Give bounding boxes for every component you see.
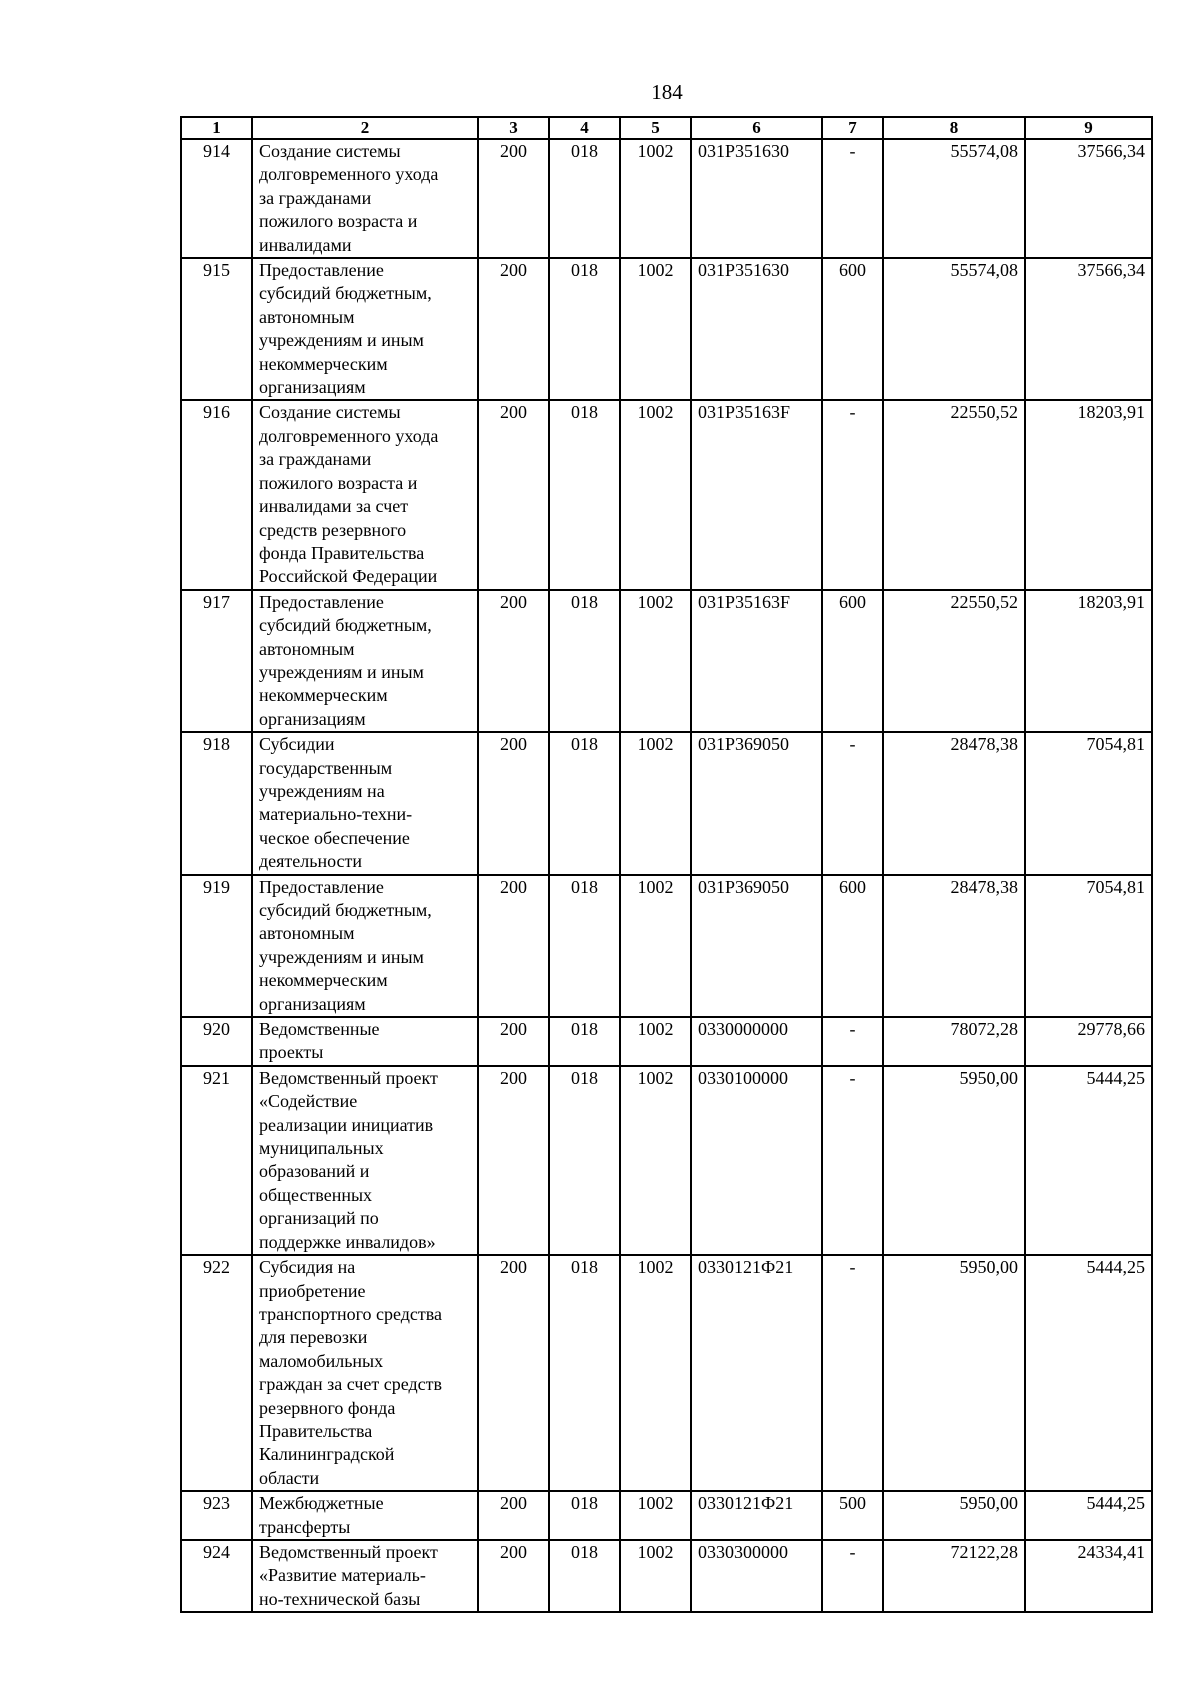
code-column-5: 1002 bbox=[620, 400, 691, 589]
code-column-6: 031P351630 bbox=[691, 139, 822, 258]
code-column-5: 1002 bbox=[620, 1255, 691, 1491]
code-column-4: 018 bbox=[549, 1255, 620, 1491]
code-column-5: 1002 bbox=[620, 732, 691, 874]
code-column-5: 1002 bbox=[620, 1017, 691, 1066]
row-number: 920 bbox=[181, 1017, 252, 1066]
amount-column-8: 5950,00 bbox=[883, 1066, 1025, 1255]
column-header: 9 bbox=[1025, 117, 1152, 139]
table-row bbox=[181, 1255, 1152, 1491]
code-column-6: 0330121Ф21 bbox=[691, 1255, 822, 1491]
table-row bbox=[181, 1017, 1152, 1066]
code-column-4: 018 bbox=[549, 1066, 620, 1255]
table-header-row bbox=[181, 117, 1152, 139]
code-column-4: 018 bbox=[549, 1491, 620, 1540]
amount-column-9: 18203,91 bbox=[1025, 590, 1152, 732]
item-name bbox=[252, 1491, 478, 1540]
amount-column-9: 29778,66 bbox=[1025, 1017, 1152, 1066]
code-column-3: 200 bbox=[478, 1066, 549, 1255]
code-column-7: 600 bbox=[822, 258, 883, 400]
item-name-text: Ведомственный проект «Развитие материаль- но-технической базы bbox=[259, 1541, 438, 1609]
item-name-text: Межбюджетные трансферты bbox=[259, 1493, 384, 1537]
code-column-3: 200 bbox=[478, 1491, 549, 1540]
table-row bbox=[181, 1491, 1152, 1540]
amount-column-9: 24334,41 bbox=[1025, 1540, 1152, 1612]
row-number: 921 bbox=[181, 1066, 252, 1255]
item-name bbox=[252, 400, 478, 589]
amount-column-8: 55574,08 bbox=[883, 258, 1025, 400]
code-column-3: 200 bbox=[478, 590, 549, 732]
row-number: 914 bbox=[181, 139, 252, 258]
table-row bbox=[181, 875, 1152, 1017]
item-name-text: Субсидия на приобретение транспортного средства для перевозки маломобильных граждан за счет средств резервного фонда Правительства Калининградской области bbox=[259, 1257, 443, 1488]
code-column-4: 018 bbox=[549, 732, 620, 874]
table-row bbox=[181, 590, 1152, 732]
table-row bbox=[181, 400, 1152, 589]
amount-column-9: 37566,34 bbox=[1025, 139, 1152, 258]
page-number: 184 bbox=[651, 80, 683, 104]
code-column-5: 1002 bbox=[620, 1491, 691, 1540]
code-column-3: 200 bbox=[478, 1017, 549, 1066]
amount-column-9: 37566,34 bbox=[1025, 258, 1152, 400]
column-header: 3 bbox=[478, 117, 549, 139]
amount-column-9: 7054,81 bbox=[1025, 732, 1152, 874]
column-header: 4 bbox=[549, 117, 620, 139]
amount-column-8: 22550,52 bbox=[883, 400, 1025, 589]
code-column-7: - bbox=[822, 1066, 883, 1255]
item-name bbox=[252, 258, 478, 400]
row-number: 924 bbox=[181, 1540, 252, 1612]
amount-column-8: 28478,38 bbox=[883, 732, 1025, 874]
amount-column-9: 5444,25 bbox=[1025, 1491, 1152, 1540]
code-column-7: - bbox=[822, 1017, 883, 1066]
code-column-6: 031P35163F bbox=[691, 590, 822, 732]
code-column-5: 1002 bbox=[620, 1540, 691, 1612]
row-number: 918 bbox=[181, 732, 252, 874]
code-column-7: - bbox=[822, 732, 883, 874]
item-name-text: Ведомственные проекты bbox=[259, 1019, 380, 1063]
column-header: 5 bbox=[620, 117, 691, 139]
code-column-6: 031P369050 bbox=[691, 875, 822, 1017]
table-row bbox=[181, 1540, 1152, 1612]
item-name bbox=[252, 732, 478, 874]
item-name bbox=[252, 139, 478, 258]
item-name bbox=[252, 1540, 478, 1612]
item-name-text: Субсидии государственным учреждениям на материально-техни- ческое обеспечение деятельности bbox=[259, 734, 413, 872]
column-header: 1 bbox=[181, 117, 252, 139]
code-column-3: 200 bbox=[478, 139, 549, 258]
code-column-7: 500 bbox=[822, 1491, 883, 1540]
amount-column-8: 72122,28 bbox=[883, 1540, 1025, 1612]
code-column-4: 018 bbox=[549, 1540, 620, 1612]
code-column-6: 031P351630 bbox=[691, 258, 822, 400]
code-column-4: 018 bbox=[549, 139, 620, 258]
row-number: 915 bbox=[181, 258, 252, 400]
code-column-6: 0330121Ф21 bbox=[691, 1491, 822, 1540]
item-name bbox=[252, 875, 478, 1017]
amount-column-9: 5444,25 bbox=[1025, 1066, 1152, 1255]
amount-column-8: 55574,08 bbox=[883, 139, 1025, 258]
column-header: 6 bbox=[691, 117, 822, 139]
item-name-text: Создание системы долговременного ухода за гражданами пожилого возраста и инвалидами за счет средств резервного фонда Правительства Российской Федерации bbox=[259, 402, 439, 587]
row-number: 916 bbox=[181, 400, 252, 589]
code-column-4: 018 bbox=[549, 875, 620, 1017]
item-name-text: Ведомственный проект «Содействие реализации инициатив муниципальных образований и общественных организаций по поддержке инвалидов» bbox=[259, 1067, 438, 1252]
code-column-3: 200 bbox=[478, 400, 549, 589]
table-body bbox=[181, 139, 1152, 1612]
code-column-7: - bbox=[822, 1255, 883, 1491]
code-column-6: 031P35163F bbox=[691, 400, 822, 589]
amount-column-9: 7054,81 bbox=[1025, 875, 1152, 1017]
code-column-6: 0330000000 bbox=[691, 1017, 822, 1066]
code-column-7: - bbox=[822, 400, 883, 589]
code-column-3: 200 bbox=[478, 1540, 549, 1612]
code-column-3: 200 bbox=[478, 875, 549, 1017]
code-column-7: - bbox=[822, 1540, 883, 1612]
code-column-7: 600 bbox=[822, 875, 883, 1017]
item-name-text: Предоставление субсидий бюджетным, автономным учреждениям и иным некоммерческим организациям bbox=[259, 876, 432, 1014]
code-column-3: 200 bbox=[478, 1255, 549, 1491]
amount-column-8: 78072,28 bbox=[883, 1017, 1025, 1066]
code-column-3: 200 bbox=[478, 258, 549, 400]
code-column-4: 018 bbox=[549, 400, 620, 589]
item-name bbox=[252, 590, 478, 732]
code-column-7: 600 bbox=[822, 590, 883, 732]
code-column-5: 1002 bbox=[620, 139, 691, 258]
code-column-6: 0330300000 bbox=[691, 1540, 822, 1612]
code-column-4: 018 bbox=[549, 1017, 620, 1066]
column-header: 8 bbox=[883, 117, 1025, 139]
code-column-6: 0330100000 bbox=[691, 1066, 822, 1255]
item-name bbox=[252, 1017, 478, 1066]
amount-column-8: 5950,00 bbox=[883, 1255, 1025, 1491]
amount-column-9: 5444,25 bbox=[1025, 1255, 1152, 1491]
table-row bbox=[181, 139, 1152, 258]
code-column-5: 1002 bbox=[620, 1066, 691, 1255]
amount-column-9: 18203,91 bbox=[1025, 400, 1152, 589]
column-header: 2 bbox=[252, 117, 478, 139]
code-column-5: 1002 bbox=[620, 590, 691, 732]
code-column-6: 031P369050 bbox=[691, 732, 822, 874]
item-name-text: Создание системы долговременного ухода за гражданами пожилого возраста и инвалидами bbox=[259, 141, 439, 255]
amount-column-8: 5950,00 bbox=[883, 1491, 1025, 1540]
amount-column-8: 28478,38 bbox=[883, 875, 1025, 1017]
item-name-text: Предоставление субсидий бюджетным, автономным учреждениям и иным некоммерческим организациям bbox=[259, 260, 432, 398]
code-column-3: 200 bbox=[478, 732, 549, 874]
row-number: 917 bbox=[181, 590, 252, 732]
amount-column-8: 22550,52 bbox=[883, 590, 1025, 732]
code-column-5: 1002 bbox=[620, 258, 691, 400]
code-column-5: 1002 bbox=[620, 875, 691, 1017]
item-name bbox=[252, 1066, 478, 1255]
table-row bbox=[181, 732, 1152, 874]
row-number: 919 bbox=[181, 875, 252, 1017]
code-column-4: 018 bbox=[549, 258, 620, 400]
row-number: 923 bbox=[181, 1491, 252, 1540]
item-name-text: Предоставление субсидий бюджетным, автономным учреждениям и иным некоммерческим организациям bbox=[259, 591, 432, 729]
table-row bbox=[181, 1066, 1152, 1255]
budget-table bbox=[180, 116, 1153, 1613]
table-row bbox=[181, 258, 1152, 400]
column-header: 7 bbox=[822, 117, 883, 139]
code-column-4: 018 bbox=[549, 590, 620, 732]
row-number: 922 bbox=[181, 1255, 252, 1491]
code-column-7: - bbox=[822, 139, 883, 258]
item-name bbox=[252, 1255, 478, 1491]
